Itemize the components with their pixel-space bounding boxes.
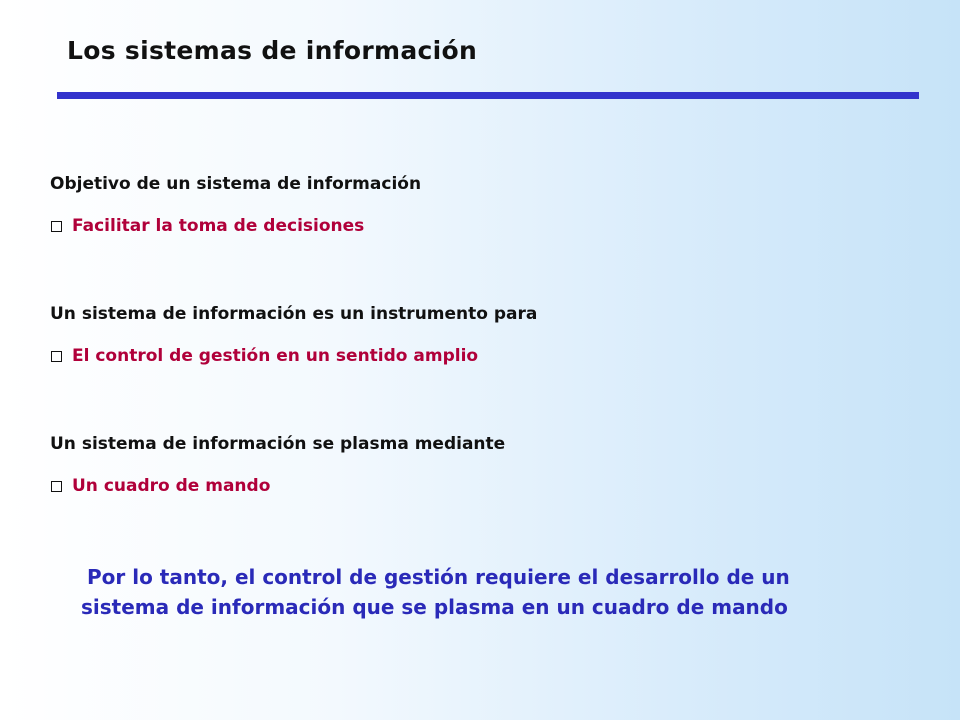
section-1-heading: Objetivo de un sistema de información xyxy=(50,174,422,194)
section-1-bullet xyxy=(51,216,364,236)
section-3-heading: Un sistema de información se plasma mediante xyxy=(50,434,506,454)
section-2-heading: Un sistema de información es un instrumento para xyxy=(50,304,538,324)
conclusion-line-2: sistema de información que se plasma en un cuadro de mando xyxy=(81,595,788,619)
section-3-bullet-text: Un cuadro de mando xyxy=(72,476,271,496)
conclusion-line-1: Por lo tanto, el control de gestión requiere el desarrollo de un xyxy=(87,565,790,589)
title-underline xyxy=(57,92,919,99)
section-3-bullet xyxy=(51,476,270,496)
slide-title: Los sistemas de información xyxy=(67,36,478,65)
checkbox-bullet-icon xyxy=(51,351,62,362)
section-2-bullet xyxy=(51,346,478,366)
checkbox-bullet-icon xyxy=(51,221,62,232)
checkbox-bullet-icon xyxy=(51,481,62,492)
conclusion-paragraph xyxy=(70,562,930,622)
section-1-bullet-text: Facilitar la toma de decisiones xyxy=(72,216,365,236)
section-2-bullet-text: El control de gestión en un sentido amplio xyxy=(72,346,479,366)
